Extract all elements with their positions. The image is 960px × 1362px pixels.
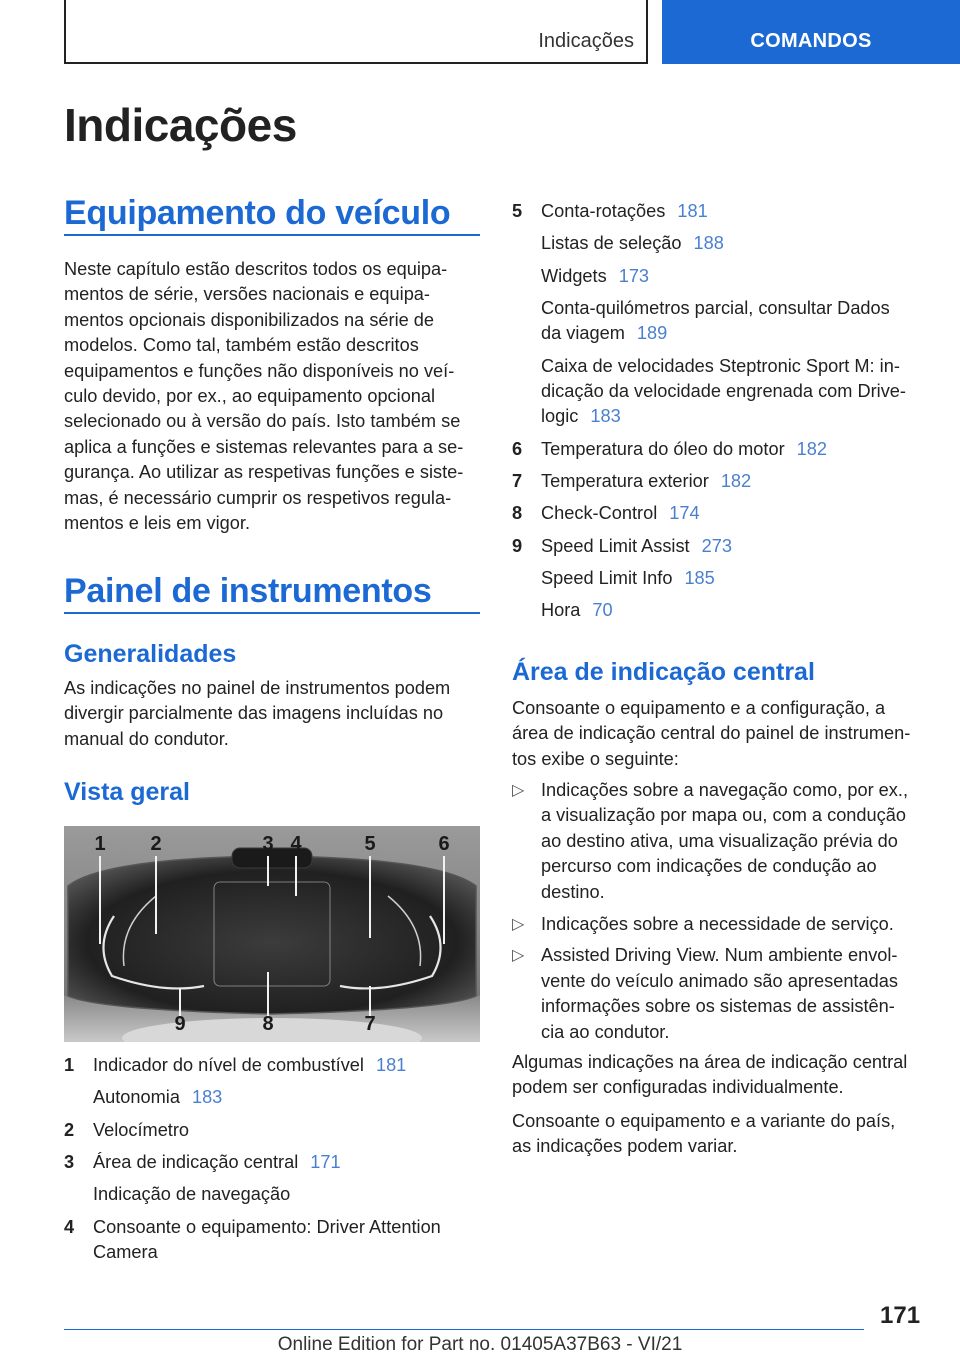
text-line: aplica a funções e sistemas relevantes para a se‐ <box>64 436 464 457</box>
legend-label: Indicador do nível de combustível <box>93 1055 364 1075</box>
text-line: culo devido, por ex., ao equipamento opcional <box>64 386 436 407</box>
legend-line <box>541 264 933 289</box>
legend-label: Listas de seleção <box>541 233 682 254</box>
legend-label: Conta-quilómetros parcial, consultar Dados <box>541 297 890 318</box>
figure-label: 4 <box>290 833 302 855</box>
footer-edition: Online Edition for Part no. 01405A37B63 - VI/21 <box>277 1334 683 1355</box>
text-line: informações sobre os sistemas de assistên‐ <box>541 996 895 1017</box>
legend-line <box>541 231 933 256</box>
text-line: mentos de série, versões nacionais e equipa‐ <box>64 284 430 305</box>
text-line: Consoante o equipamento e a variante do país, <box>512 1111 896 1131</box>
text-line: As indicações no painel de instrumentos podem <box>64 678 451 698</box>
legend-text <box>541 199 933 224</box>
text-line: cia ao condutor. <box>541 1021 670 1042</box>
legend-number: 5 <box>512 201 523 221</box>
page-reference-link[interactable]: 171 <box>310 1151 341 1172</box>
triangle-bullet-icon: ▷ <box>512 915 525 933</box>
legend-label: Temperatura do óleo do motor <box>541 438 785 459</box>
paragraph-variante <box>512 1109 932 1160</box>
footer-rule <box>64 1329 864 1330</box>
legend-line <box>93 1118 485 1143</box>
paragraph-equipamento <box>64 257 484 536</box>
heading-equipamento: Equipamento do veículo <box>64 194 451 232</box>
legend-line <box>541 501 933 526</box>
instrument-cluster-illustration <box>64 826 480 1042</box>
legend-text <box>93 1215 485 1266</box>
header-section-label: Indicações <box>538 30 634 52</box>
legend-label: Consoante o equipamento: Driver Attention <box>93 1216 441 1237</box>
legend-label: logic <box>541 406 579 427</box>
paragraph-generalidades <box>64 676 484 752</box>
legend-line <box>93 1215 485 1240</box>
legend-number: 2 <box>64 1119 75 1140</box>
legend-text <box>541 501 933 526</box>
legend-line <box>541 404 933 429</box>
legend-text <box>541 354 933 430</box>
legend-label: Speed Limit Assist <box>541 535 690 556</box>
legend-label: Camera <box>93 1241 158 1262</box>
legend-text <box>541 566 933 591</box>
figure-label: 2 <box>150 833 162 855</box>
text-line: mentos opcionais disponibilizados na série de <box>64 309 435 330</box>
legend-line <box>541 296 933 321</box>
paragraph-configuravel <box>512 1050 932 1101</box>
text-line: modelos. Como tal, também estão descritos <box>64 335 419 356</box>
figure-label: 7 <box>364 1013 376 1035</box>
legend-line <box>541 199 933 224</box>
text-line: tos exibe o seguinte: <box>512 748 679 769</box>
text-line: Indicações sobre a necessidade de serviço. <box>541 913 894 934</box>
page-title: Indicações <box>64 99 297 151</box>
text-line: podem ser configuradas individualmente. <box>512 1077 844 1098</box>
legend-label: Temperatura exterior <box>541 471 709 491</box>
legend-line <box>541 598 933 623</box>
legend-number: 1 <box>64 1055 75 1075</box>
legend-line <box>93 1150 485 1175</box>
legend-label: dicação da velocidade engrenada com Drive‐ <box>541 381 906 401</box>
page-reference-link[interactable]: 183 <box>590 406 621 427</box>
triangle-bullet-icon: ▷ <box>512 782 525 799</box>
legend-line <box>541 321 933 346</box>
legend-line <box>541 354 933 379</box>
legend-label: Caixa de velocidades Steptronic Sport M: in‐ <box>541 355 900 376</box>
heading-vista-geral: Vista geral <box>64 778 191 806</box>
header-chapter-label: COMANDOS <box>750 30 872 52</box>
figure-label: 1 <box>94 833 106 855</box>
text-line: área de indicação central do painel de instrumen‐ <box>512 723 911 744</box>
heading-area-central: Área de indicação central <box>512 658 815 686</box>
page-reference-link[interactable]: 174 <box>669 503 700 524</box>
text-line: mentos e leis em vigor. <box>64 513 250 534</box>
page-reference-link[interactable]: 185 <box>684 567 715 588</box>
text-line: Algumas indicações na área de indicação central <box>512 1052 908 1072</box>
legend-label: Autonomia <box>93 1087 180 1108</box>
legend-label: Velocímetro <box>93 1119 190 1140</box>
legend-number: 3 <box>64 1151 75 1172</box>
text-line: percurso com indicações de condução ao <box>541 856 877 877</box>
legend-label: Indicação de navegação <box>93 1184 291 1205</box>
text-line: manual do condutor. <box>64 728 229 749</box>
page-reference-link[interactable]: 183 <box>191 1087 223 1108</box>
page-reference-link[interactable]: 182 <box>796 438 828 459</box>
legend-text <box>541 469 933 494</box>
page-reference-link[interactable]: 273 <box>701 535 732 556</box>
page-reference-link[interactable]: 181 <box>677 201 708 221</box>
paragraph-area-central <box>512 696 932 772</box>
legend-number: 4 <box>64 1216 75 1237</box>
text-line: as indicações podem variar. <box>512 1136 738 1157</box>
header-chapter-tab <box>662 0 960 64</box>
legend-line <box>541 566 933 591</box>
text-line: vente do veículo animado são apresentadas <box>541 970 898 991</box>
page-reference-link[interactable]: 70 <box>592 600 613 621</box>
text-line: divergir parcialmente das imagens incluídas no <box>64 703 444 724</box>
text-line: Neste capítulo estão descritos todos os equipa‐ <box>64 259 448 279</box>
legend-text <box>93 1150 485 1175</box>
figure-label: 8 <box>262 1013 274 1035</box>
legend-number: 9 <box>512 535 523 556</box>
legend-label: da viagem <box>541 323 625 344</box>
bullet-text <box>541 943 933 1045</box>
legend-line <box>93 1085 485 1110</box>
legend-label: Check-Control <box>541 503 658 524</box>
text-line: Consoante o equipamento e a configuração, a <box>512 698 886 718</box>
bullet-text <box>541 912 933 937</box>
legend-line <box>541 437 933 462</box>
legend-text <box>93 1053 485 1078</box>
text-line: ao destino ativa, uma visualização prévia do <box>541 830 898 851</box>
legend-line <box>93 1053 485 1078</box>
instrument-cluster-figure <box>64 826 480 1042</box>
triangle-bullet-icon: ▷ <box>512 947 525 965</box>
text-line: destino. <box>541 881 605 902</box>
text-line: Assisted Driving View. Num ambiente envol‐ <box>541 945 898 966</box>
page-reference-link[interactable]: 182 <box>720 471 752 491</box>
legend-text <box>93 1182 485 1207</box>
figure-label: 3 <box>262 833 274 855</box>
legend-number: 6 <box>512 438 523 459</box>
legend-label: Conta-rotações <box>541 201 666 221</box>
heading-rule <box>64 612 480 614</box>
figure-label: 5 <box>364 833 376 855</box>
figure-label: 9 <box>174 1013 186 1035</box>
page-reference-link[interactable]: 173 <box>618 265 650 286</box>
legend-label: Widgets <box>541 265 607 286</box>
heading-painel: Painel de instrumentos <box>64 572 432 610</box>
legend-text <box>541 296 933 347</box>
figure-label: 6 <box>438 833 450 855</box>
page-reference-link[interactable]: 189 <box>636 323 668 344</box>
heading-generalidades: Generalidades <box>64 640 237 668</box>
bullet-text <box>541 778 933 905</box>
legend-text <box>541 437 933 462</box>
legend-line <box>541 534 933 559</box>
text-line: Indicações sobre a navegação como, por ex., <box>541 780 909 800</box>
legend-label: Speed Limit Info <box>541 567 673 588</box>
legend-label: Área de indicação central <box>93 1151 299 1172</box>
legend-line <box>541 469 933 494</box>
legend-text <box>541 534 933 559</box>
legend-number: 7 <box>512 471 523 491</box>
header-section-tab <box>64 0 648 64</box>
heading-rule <box>64 234 480 236</box>
legend-line <box>93 1182 485 1207</box>
text-line: mas, é necessário cumprir os respetivos regula‐ <box>64 487 452 508</box>
legend-text <box>93 1085 485 1110</box>
page-reference-link[interactable]: 181 <box>375 1055 407 1075</box>
page-number: 171 <box>880 1302 921 1329</box>
legend-text <box>541 231 933 256</box>
page-reference-link[interactable]: 188 <box>693 233 724 254</box>
text-line: selecionado ou à versão do país. Isto também se <box>64 411 461 432</box>
legend-text <box>541 598 933 623</box>
text-line: equipamentos e funções não disponíveis no veí‐ <box>64 360 455 381</box>
legend-label: Hora <box>541 600 581 621</box>
legend-text <box>541 264 933 289</box>
legend-line <box>541 379 933 404</box>
legend-text <box>93 1118 485 1143</box>
legend-line <box>93 1240 485 1265</box>
legend-number: 8 <box>512 503 523 524</box>
text-line: gurança. Ao utilizar as respetivas funções e siste‐ <box>64 462 464 483</box>
text-line: a visualização por mapa ou, com a condução <box>541 805 906 826</box>
